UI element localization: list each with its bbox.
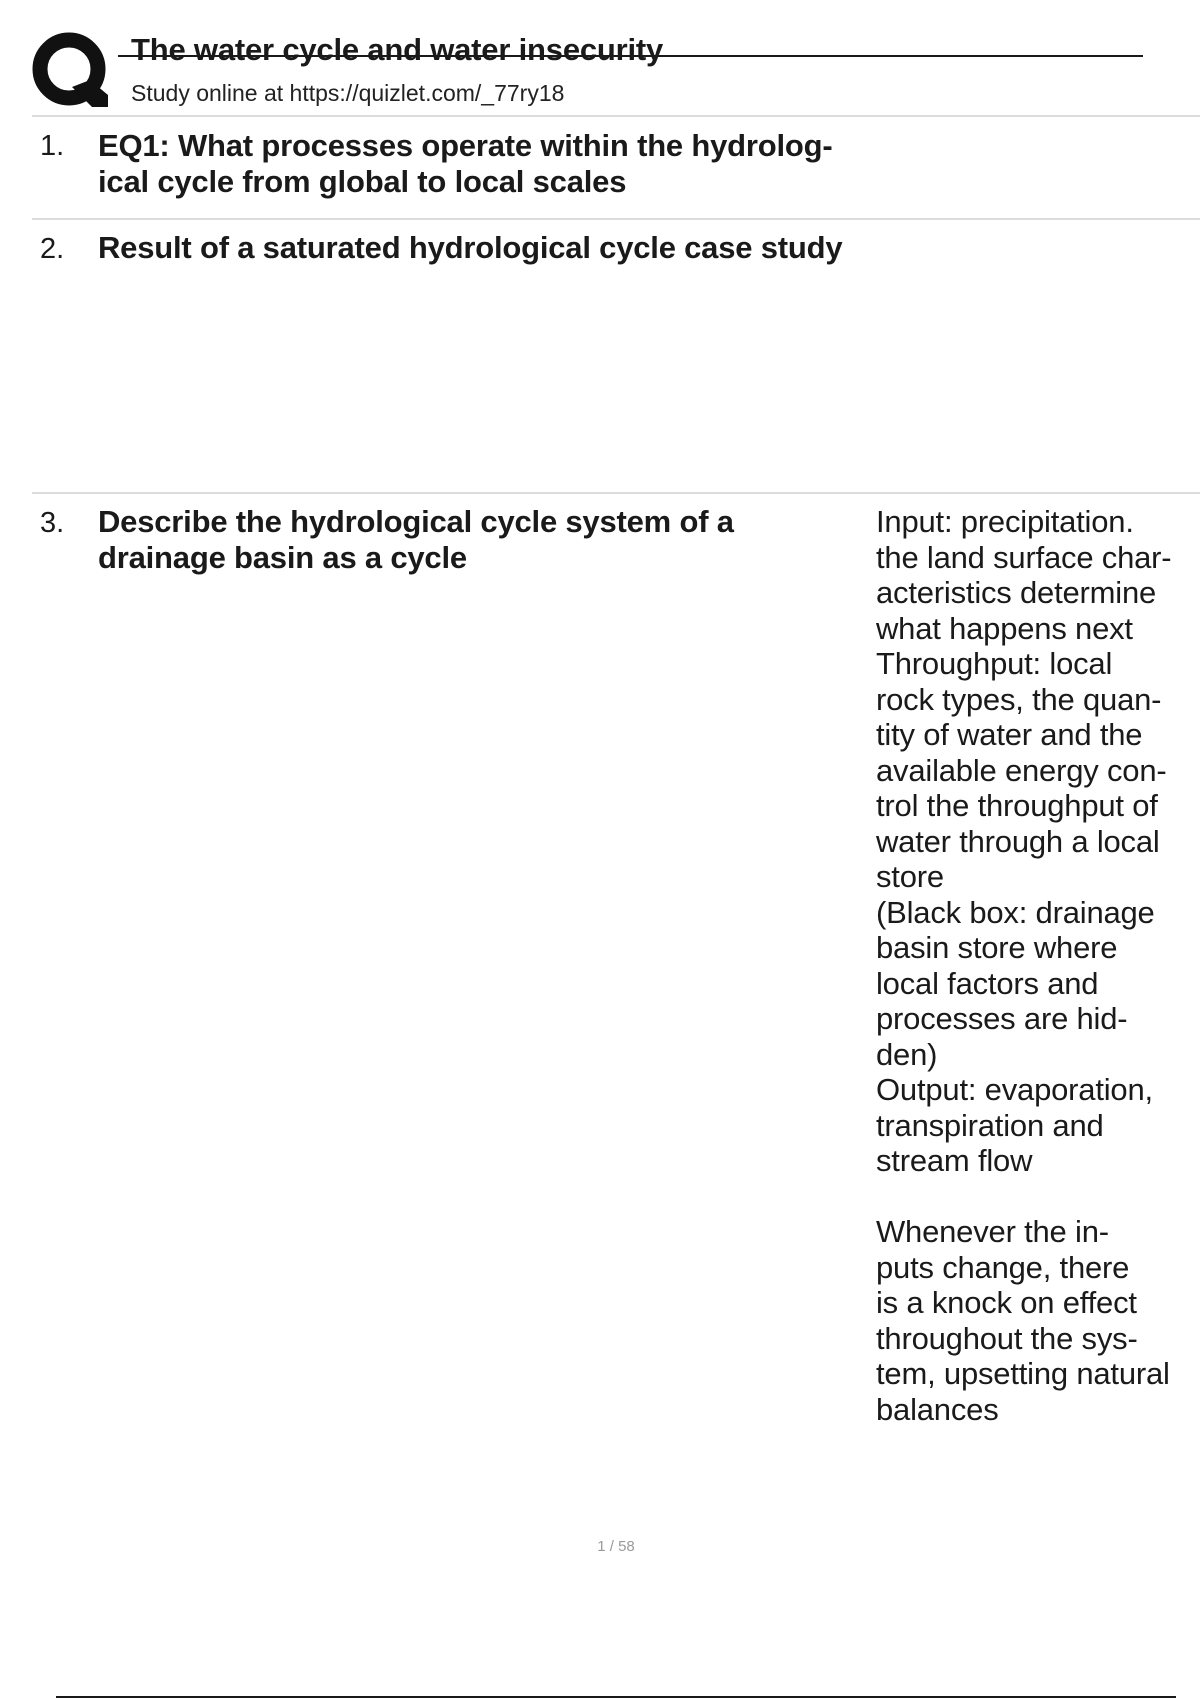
card-term: EQ1: What processes operate within the hydrolog-ical cycle from global to local scales xyxy=(98,128,833,199)
card-definition: Input: precipitation. the land surface char- acteristics determine what happens next Throughput: local rock types, the quan- tity of water and the available energy con- trol the throughput of water through a local store (Black box: drainage basin store where local factors and processes are hid- den) Output: evaporation, transpiration and stream flow Whenever the in- puts change, there is a knock on effect throughout the sys- tem, upsetting natural balances xyxy=(876,504,1172,1427)
title-strike-rule xyxy=(118,55,1143,57)
card-term: Result of a saturated hydrological cycle case study xyxy=(98,230,843,265)
card-number: 2. xyxy=(40,233,65,265)
card-term: Describe the hydrological cycle system of a drainage basin as a cycle xyxy=(98,504,734,575)
document-title: The water cycle and water insecurity xyxy=(131,32,664,67)
quizlet-q-logo-icon xyxy=(32,32,110,110)
card-number: 3. xyxy=(40,507,65,539)
footer-rule xyxy=(56,1696,1176,1698)
page-number: 1 / 58 xyxy=(597,1538,635,1555)
study-online-link[interactable]: Study online at https://quizlet.com/_77ry18 xyxy=(131,80,565,106)
card-divider xyxy=(32,492,1200,494)
card-divider xyxy=(32,218,1200,220)
header-divider xyxy=(32,115,1200,117)
card-number: 1. xyxy=(40,130,65,162)
